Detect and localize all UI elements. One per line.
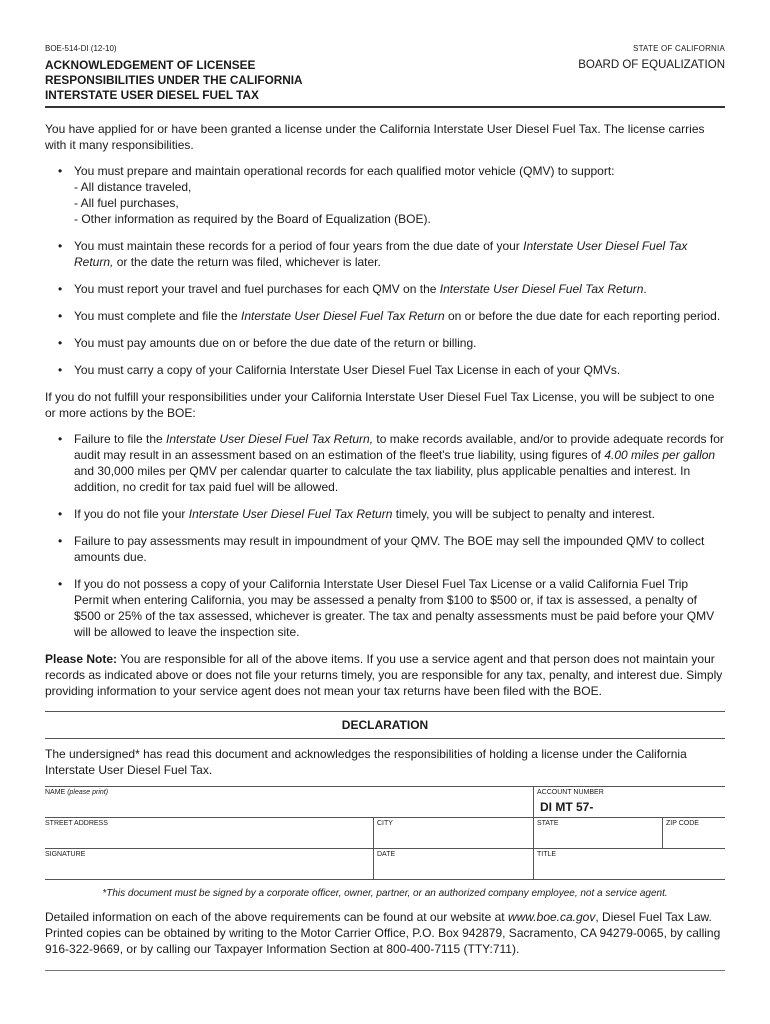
list-item: • If you do not file your Interstate User Diesel Fuel Tax Return timely, you will be subject to penalty and interest.	[45, 506, 725, 522]
zip-code-field[interactable]	[662, 818, 725, 848]
field-row	[45, 787, 725, 818]
list-item: • You must maintain these records for a period of four years from the due date of your Interstate User Diesel Fuel Tax Return, or the date the return was filed, whichever is later.	[45, 238, 725, 270]
sub-item: - All fuel purchases,	[74, 196, 179, 210]
street-address-label: STREET ADDRESS	[45, 820, 108, 827]
sub-item: - All distance traveled,	[74, 180, 192, 194]
consequences-intro: If you do not fulfill your responsibilities under your California Interstate User Diesel Fuel Tax License, you will be subject to one or more actions by the BOE:	[45, 390, 715, 420]
state-field-label: STATE	[537, 820, 559, 827]
account-number-value: DI MT 57-	[540, 800, 594, 814]
title-field[interactable]	[533, 849, 725, 879]
name-field[interactable]	[45, 787, 533, 817]
form-title	[45, 58, 375, 103]
zip-code-label: ZIP CODE	[666, 820, 699, 827]
consequences-list	[45, 431, 725, 640]
declaration-title: DECLARATION	[341, 718, 429, 732]
list-item: • Failure to file the Interstate User Diesel Fuel Tax Return, to make records available, and/or to provide adequate records for audit may result in an assessment based on an estimation of the fleet's true liability, using figures of 4.00 miles per gallon and 30,000 miles per QMV per calendar quarter to calculate the tax liability, plus applicable penalties and interest. In addition, no credit for tax paid fuel will be allowed.	[45, 431, 725, 495]
list-item: • You must pay amounts due on or before the due date of the return or billing.	[45, 335, 725, 351]
footer-divider	[45, 970, 725, 971]
city-label: CITY	[377, 820, 393, 827]
form-number: BOE-514-DI (12-10)	[45, 44, 117, 53]
website-link[interactable]: www.boe.ca.gov	[507, 910, 596, 924]
form-title-line: RESPONSIBILITIES UNDER THE CALIFORNIA	[45, 73, 303, 87]
account-number-field[interactable]	[533, 787, 725, 817]
please-note-label: Please Note:	[45, 652, 118, 666]
signer-note: *This document must be signed by a corporate officer, owner, partner, or an authorized company employee, not a service agent.	[102, 888, 668, 899]
list-item: • You must report your travel and fuel purchases for each QMV on the Interstate User Diesel Fuel Tax Return.	[45, 281, 725, 297]
state-field[interactable]	[533, 818, 662, 848]
signature-field[interactable]	[45, 849, 373, 879]
list-item: • If you do not possess a copy of your California Interstate User Diesel Fuel Tax License or a valid California Fuel Trip Permit when entering California, you may be assessed a penalty from $100 to $500 or, if tax is assessed, a penalty of $500 or 25% of the tax assessed, whichever is greater. The tax and penalty assessments must be paid before your QMV will be allowed to leave the inspection site.	[45, 576, 725, 640]
state-label: STATE OF CALIFORNIA	[633, 44, 725, 53]
header-divider	[45, 106, 725, 108]
date-field[interactable]	[373, 849, 533, 879]
name-label: NAME	[45, 789, 66, 796]
signature-label: SIGNATURE	[45, 851, 86, 858]
signature-fields	[45, 786, 725, 880]
form-title-line: INTERSTATE USER DIESEL FUEL TAX	[45, 88, 259, 102]
account-number-label: ACCOUNT NUMBER	[537, 789, 604, 796]
field-row	[45, 818, 725, 849]
list-item: • Failure to pay assessments may result in impoundment of your QMV. The BOE may sell the impounded QMV to collect amounts due.	[45, 533, 725, 565]
form-title-line: ACKNOWLEDGEMENT OF LICENSEE	[45, 58, 256, 72]
list-item: • You must prepare and maintain operational records for each qualified motor vehicle (QMV) to support: - All distance traveled, - All fuel purchases, - Other information as required by the Board of Equalization (BOE).	[45, 163, 725, 227]
street-address-field[interactable]	[45, 818, 373, 848]
intro-paragraph: You have applied for or have been granted a license under the California Interstate User Diesel Fuel Tax. The license carries with it many responsibilities.	[45, 122, 705, 152]
footer-paragraph: Detailed information on each of the above requirements can be found at our website at www.boe.ca.gov, Diesel Fuel Tax Law. Printed copies can be obtained by writing to the Motor Carrier Office, P.O. Box 942879, Sacramento, CA 94279-0065, by calling 916-322-9669, or by calling our Taxpayer Information Section at 800-400-7115 (TTY:711).	[45, 910, 721, 956]
board-label: BOARD OF EQUALIZATION	[578, 59, 725, 71]
declaration-text: The undersigned* has read this document and acknowledges the responsibilities of holding a license under the California Interstate User Diesel Fuel Tax.	[45, 747, 687, 777]
form-page	[45, 44, 725, 971]
city-field[interactable]	[373, 818, 533, 848]
field-row	[45, 849, 725, 880]
list-item: • You must complete and file the Interstate User Diesel Fuel Tax Return on or before the due date for each reporting period.	[45, 308, 725, 324]
sub-item: - Other information as required by the Board of Equalization (BOE).	[74, 212, 431, 226]
title-label: TITLE	[537, 851, 557, 858]
list-item: • You must carry a copy of your California Interstate User Diesel Fuel Tax License in each of your QMVs.	[45, 362, 725, 378]
declaration-divider	[45, 738, 725, 739]
name-hint: (please print)	[67, 789, 109, 796]
date-label: DATE	[377, 851, 396, 858]
responsibilities-list	[45, 163, 725, 378]
form-header	[45, 44, 725, 106]
please-note: Please Note: You are responsible for all of the above items. If you use a service agent and that person does not maintain your records as indicated above or does not file your returns timely, you are responsible for any tax, penalty, and interest due. Simply providing information to your service agent does not mean your tax returns have been filed with the BOE.	[45, 652, 723, 698]
